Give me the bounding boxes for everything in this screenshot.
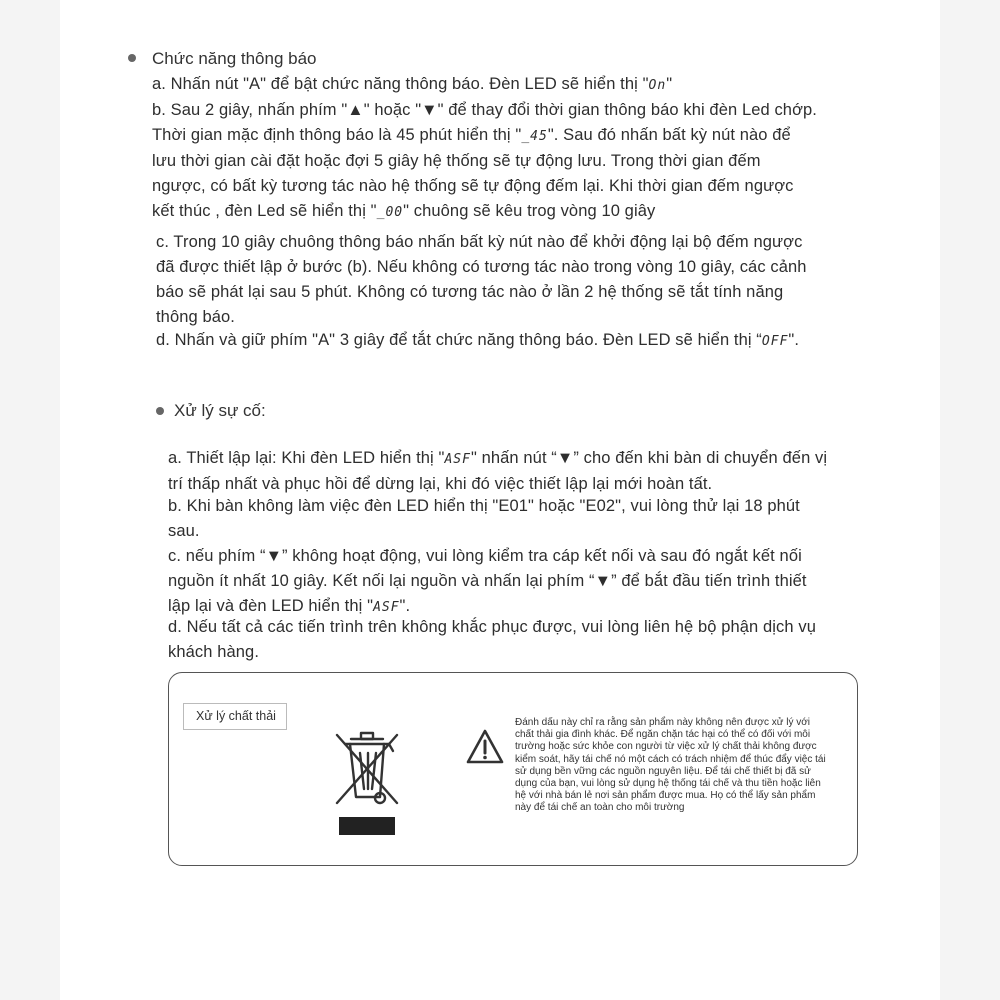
disposal-text-line: hệ với nhà bán lẻ nơi sản phẩm được mua. Họ có thể lấy sản phẩm xyxy=(515,790,816,802)
led-display-text: ASF xyxy=(444,452,471,467)
led-display-text: OFF xyxy=(761,334,789,349)
crossed-out-wheelie-bin-icon xyxy=(333,729,403,841)
paragraph-notification-a xyxy=(152,72,672,98)
text-line: báo sẽ phát lại sau 5 phút. Không có tương tác nào ở lần 2 hệ thống sẽ tắt tính năng xyxy=(156,283,784,301)
paragraph-troubleshooting-d xyxy=(168,615,816,665)
section-bullet xyxy=(128,54,136,62)
text-line: a. Thiết lập lại: Khi đèn LED hiển thị "ASF" nhấn nút “▼” cho đến khi bàn di chuyển đến vị xyxy=(168,449,828,467)
section-heading-troubleshooting: Xử lý sự cố: xyxy=(174,401,266,420)
led-display-text: ASF xyxy=(373,600,400,615)
text-line: d. Nếu tất cả các tiến trình trên không khắc phục được, vui lòng liên hệ bộ phận dịch vụ xyxy=(168,618,816,636)
led-display-text: On xyxy=(648,78,667,93)
paragraph-troubleshooting-c xyxy=(168,544,807,620)
led-display-text: _00 xyxy=(376,205,404,220)
disposal-text-line: kiểm soát, hãy tái chế nó một cách có trách nhiệm để thúc đẩy việc tái xyxy=(515,753,826,765)
section-bullet xyxy=(156,407,164,415)
text-line: b. Khi bàn không làm việc đèn LED hiển thị "E01" hoặc "E02", vui lòng thử lại 18 phút xyxy=(168,497,800,515)
disposal-text-line: này để tái chế an toàn cho môi trường xyxy=(515,802,685,814)
text-line: đã được thiết lập ở bước (b). Nếu không có tương tác nào trong vòng 10 giây, các cảnh xyxy=(156,258,807,276)
paragraph-notification-c xyxy=(156,230,807,330)
text-line: thông báo. xyxy=(156,308,235,326)
text-line: sau. xyxy=(168,522,200,540)
text-line: khách hàng. xyxy=(168,643,260,661)
text-line: Thời gian mặc định thông báo là 45 phút hiển thị "_45". Sau đó nhấn bất kỳ nút nào để xyxy=(152,126,791,144)
disposal-box xyxy=(168,672,858,866)
text-line: c. Trong 10 giây chuông thông báo nhấn bất kỳ nút nào để khởi động lại bộ đếm ngược xyxy=(156,233,803,251)
disposal-text-line: trường hoặc sức khỏe con người từ việc xử lý chất thải không được xyxy=(515,741,817,753)
text-line: b. Sau 2 giây, nhấn phím "▲" hoặc "▼" để thay đổi thời gian thông báo khi đèn Led chớp. xyxy=(152,101,817,119)
warning-triangle-icon xyxy=(465,728,505,766)
disposal-text-line: dụng của bạn, vui lòng sử dụng hệ thống tái chế và thu tiền hoặc liên xyxy=(515,778,821,790)
paragraph-troubleshooting-b xyxy=(168,494,800,544)
disposal-description xyxy=(515,717,855,815)
text-line: lập lại và đèn LED hiển thị "ASF". xyxy=(168,597,411,615)
paragraph-notification-b xyxy=(152,98,817,225)
text-line: ngược, có bất kỳ tương tác nào hệ thống sẽ tự động đếm lại. Khi thời gian đếm ngược xyxy=(152,177,794,195)
text-line: trí thấp nhất và phục hồi để dừng lại, khi đó việc thiết lập lại mới hoàn tất. xyxy=(168,475,713,493)
paragraph-troubleshooting-a xyxy=(168,446,827,497)
text-line: nguồn ít nhất 10 giây. Kết nối lại nguồn và nhấn lại phím “▼” để bắt đầu tiến trình thiết xyxy=(168,572,807,590)
disposal-label: Xử lý chất thải xyxy=(183,703,287,730)
led-display-text: _45 xyxy=(521,129,548,144)
text-line: d. Nhấn và giữ phím "A" 3 giây để tắt chức năng thông báo. Đèn LED sẽ hiển thị “OFF". xyxy=(156,331,800,349)
disposal-text-line: Đánh dấu này chỉ ra rằng sản phẩm này không nên được xử lý với xyxy=(515,717,810,728)
disposal-text-line: sử dụng bền vững các nguồn nguyên liệu. Để tái chế thiết bị đã sử xyxy=(515,765,811,777)
paragraph-notification-d xyxy=(156,328,799,354)
disposal-text-line: chất thải gia đình khác. Để ngăn chặn tác hại có thể có đối với môi xyxy=(515,729,811,741)
text-line: a. Nhấn nút "A" để bật chức năng thông báo. Đèn LED sẽ hiển thị "On" xyxy=(152,75,673,93)
text-line: kết thúc , đèn Led sẽ hiển thị "_00" chuông sẽ kêu trog vòng 10 giây xyxy=(152,202,656,220)
document-page xyxy=(60,0,940,1000)
text-line: c. nếu phím “▼” không hoạt động, vui lòng kiểm tra cáp kết nối và sau đó ngắt kết nối xyxy=(168,547,802,565)
section-heading-notification: Chức năng thông báo xyxy=(152,49,317,68)
text-line: lưu thời gian cài đặt hoặc đợi 5 giây hệ thống sẽ tự động lưu. Trong thời gian đếm xyxy=(152,152,761,170)
